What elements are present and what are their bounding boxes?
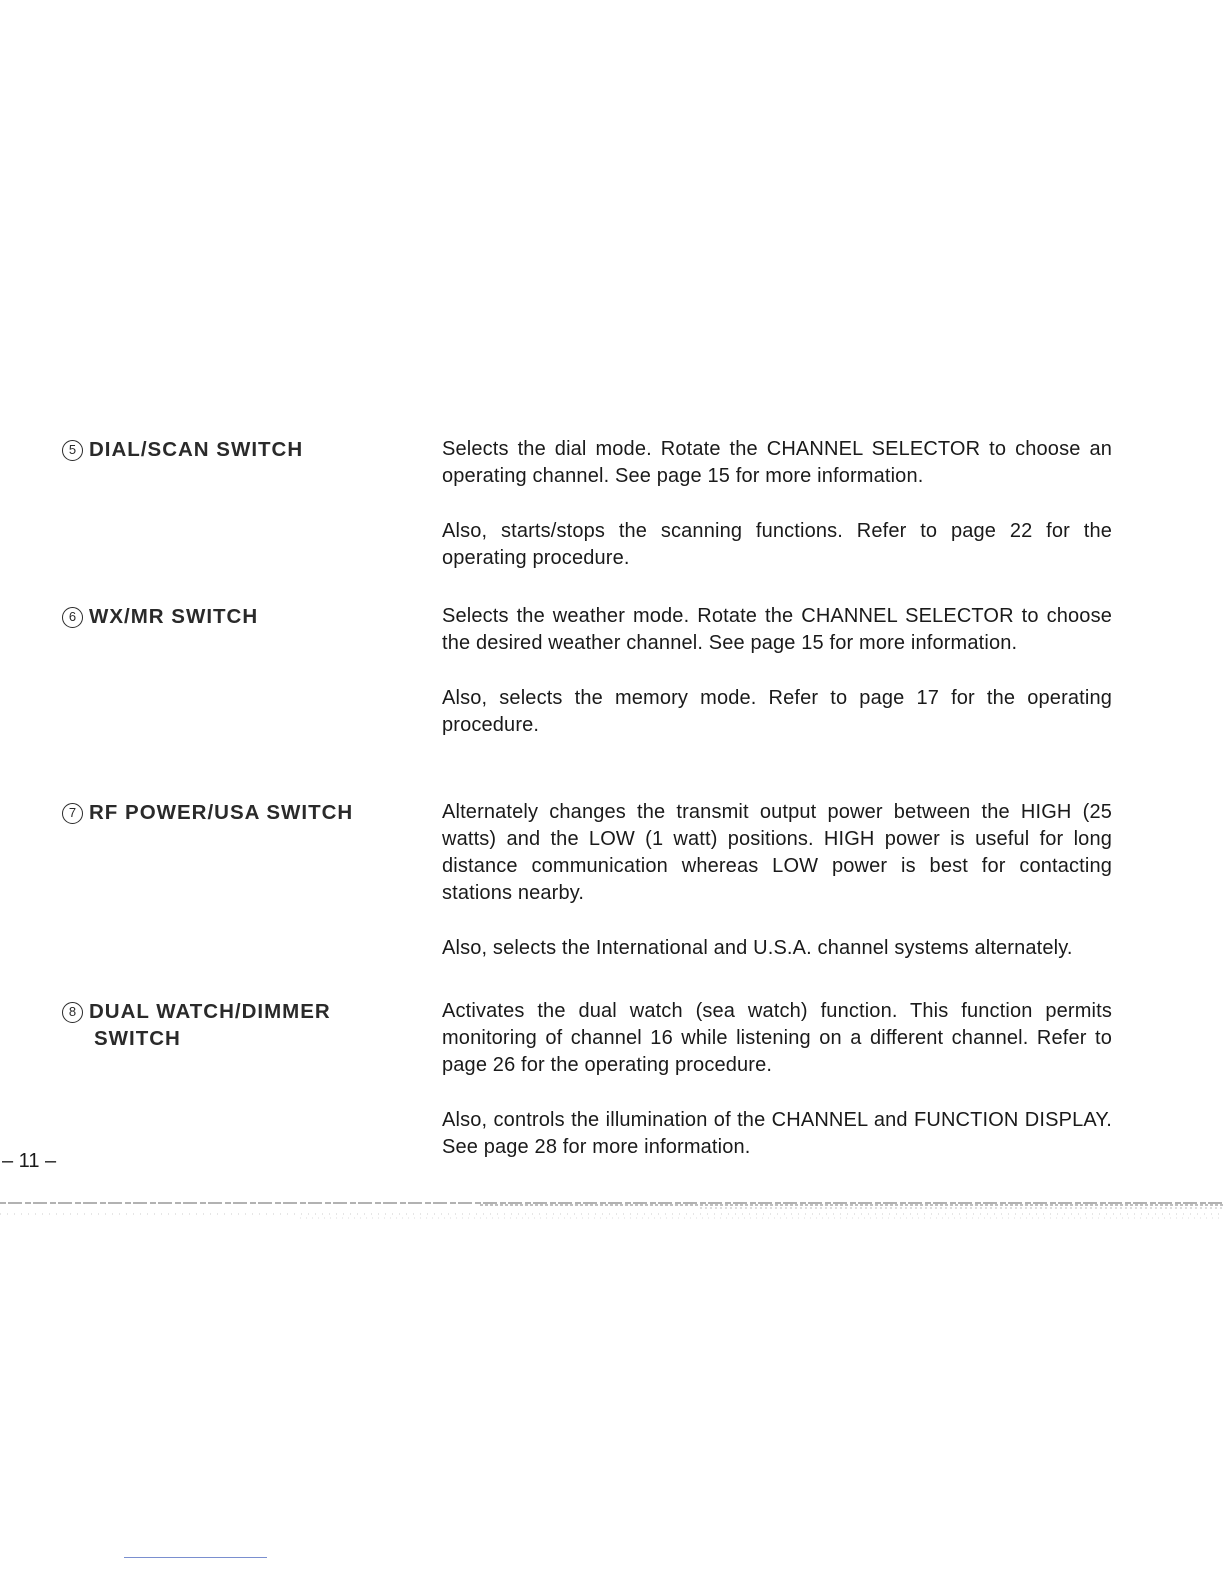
description-paragraph: Alternately changes the transmit output power between the HIGH (25 watts) and the LOW (1 watt) positions. HIGH power is useful for long distance communication whereas LOW power is best for contacting stations nearby.	[442, 801, 1112, 904]
entry-description	[442, 436, 1112, 600]
circled-number: 8	[62, 1002, 83, 1023]
circled-number: 5	[62, 440, 83, 461]
description-paragraph: Activates the dual watch (sea watch) function. This function permits monitoring of channel 16 while listening on a different channel. Refer to page 26 for the operating procedure.	[442, 1000, 1112, 1076]
circled-number: 6	[62, 607, 83, 628]
description-paragraph: Selects the weather mode. Rotate the CHANNEL SELECTOR to choose the desired weather channel. See page 15 for more information.	[442, 605, 1112, 654]
page-number: – 11 –	[2, 1150, 57, 1172]
term-label: RF POWER/USA SWITCH	[89, 801, 354, 824]
entry-description	[442, 603, 1112, 767]
scan-edge-rule	[0, 1200, 1224, 1222]
circled-number: 7	[62, 803, 83, 824]
term-label: WX/MR SWITCH	[89, 605, 259, 628]
description-paragraph: Also, controls the illumination of the CHANNEL and FUNCTION DISPLAY. See page 28 for more information.	[442, 1109, 1112, 1158]
entry-term	[62, 603, 402, 630]
entry-term	[62, 799, 402, 826]
entry-description	[442, 799, 1112, 990]
footer-line	[124, 1557, 267, 1558]
term-label: DIAL/SCAN SWITCH	[89, 438, 304, 461]
term-label: DUAL WATCH/DIMMER	[89, 1000, 331, 1023]
entry-term	[62, 998, 402, 1052]
description-paragraph: Selects the dial mode. Rotate the CHANNEL SELECTOR to choose an operating channel. See page 15 for more information.	[442, 438, 1112, 487]
description-paragraph: Also, selects the memory mode. Refer to page 17 for the operating procedure.	[442, 687, 1112, 736]
entry-description	[442, 998, 1112, 1189]
description-paragraph: Also, starts/stops the scanning functions. Refer to page 22 for the operating procedure.	[442, 520, 1112, 569]
term-label-continued: SWITCH	[94, 1027, 181, 1050]
description-paragraph: Also, selects the International and U.S.A. channel systems alternately.	[442, 937, 1073, 959]
entry-term	[62, 436, 402, 463]
